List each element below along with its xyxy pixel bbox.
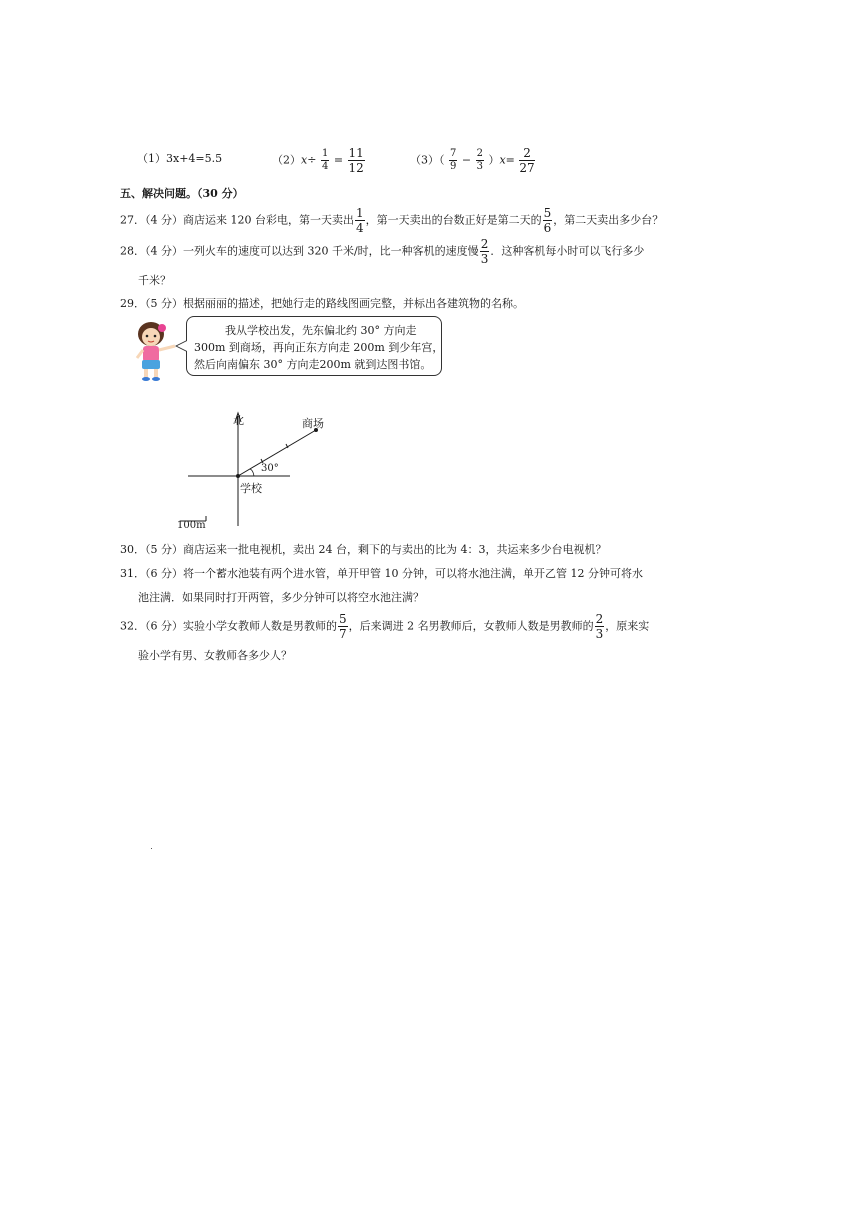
equation-2-fraction-1: $\frac{1}{4}$ — [321, 148, 329, 172]
equation-3-prefix: （3） — [410, 153, 439, 167]
question-27: 27．（4 分）商店运来 120 台彩电，第一天卖出 $\frac{1}{4}$ ，第一天卖出的台数正好是第二天的 $\frac{5}{6}$ ，第二天卖出多少台？ — [120, 206, 664, 235]
speech-bubble-line-1: 我从学校出发，先东偏北约 30° 方向走 — [225, 324, 417, 337]
stray-dot — [151, 848, 152, 849]
question-32-line2: 验小学有男、女教师各多少人？ — [138, 649, 292, 662]
equation-3-fraction-2: $\frac{2}{3}$ — [476, 148, 483, 172]
q32-fraction-1: $\frac{5}{7}$ — [339, 612, 347, 641]
question-32: 32．（6 分）实验小学女教师人数是男教师的 $\frac{5}{7}$ ，后来调进 2 名男教师后，女教师人数是男教师的 $\frac{2}{3}$ ，原来实 — [120, 612, 650, 641]
angle-label: 30° — [261, 463, 279, 474]
q28-fraction: $\frac{2}{3}$ — [480, 237, 489, 266]
speech-bubble-tail-inner — [177, 341, 187, 351]
angle-arc — [250, 469, 254, 476]
equation-2-eq: = — [333, 153, 344, 167]
school-point — [236, 474, 240, 478]
girl-illustration — [131, 320, 181, 382]
mall-label: 商场 — [302, 417, 324, 430]
speech-bubble-line-3: 然后向南偏东 30° 方向走200m 就到达图书馆。 — [194, 358, 432, 371]
school-label: 学校 — [240, 482, 262, 495]
north-label: 北 — [233, 414, 244, 427]
equation-3-fraction-3: $\frac{2}{27}$ — [519, 146, 535, 175]
question-28-line2: 千米？ — [138, 274, 171, 287]
question-29: 29．（5 分）根据丽丽的描述，把她行走的路线图画完整，并标出各建筑物的名称。 — [120, 297, 524, 310]
equation-2-var: x — [301, 153, 308, 167]
question-31-line1: 31．（6 分）将一个蓄水池装有两个进水管，单开甲管 10 分钟，可以将水池注满，单开乙管 12 分钟可将水 — [120, 567, 643, 580]
equation-2 — [272, 147, 366, 174]
q27-fraction-1: $\frac{1}{4}$ — [355, 206, 364, 235]
speech-bubble-line-2: 300m 到商场，再向正东方向走 200m 到少年宫， — [194, 341, 444, 354]
equation-1-expr: 3x+4=5.5 — [166, 152, 223, 165]
q32-fraction-2: $\frac{2}{3}$ — [595, 612, 604, 641]
equation-1-prefix: （1） — [137, 152, 166, 165]
equation-2-op: ÷ — [307, 153, 317, 167]
equation-3-fraction-1: $\frac{7}{9}$ — [450, 148, 457, 172]
question-31-line2: 池注满．如果同时打开两管，多少分钟可以将空水池注满？ — [138, 591, 424, 604]
equation-2-prefix: （2） — [272, 153, 301, 167]
equation-1 — [137, 150, 222, 166]
scale-label: 100m — [177, 520, 206, 531]
q27-fraction-2: $\frac{5}{6}$ — [543, 206, 552, 235]
equation-2-fraction-2: $\frac{11}{12}$ — [348, 146, 364, 175]
question-28: 28．（4 分）一列火车的速度可以达到 320 千米/时，比一种客机的速度慢 $\frac{2}{3}$ ．这种客机每小时可以飞行多少 — [120, 237, 645, 266]
equation-3: （3）（ $\frac{7}{9}$ − $\frac{2}{3}$ ）x= $\frac{2}{27}$ — [410, 146, 535, 175]
section-title: 五、解决问题。（30 分） — [120, 187, 244, 200]
question-30: 30．（5 分）商店运来一批电视机，卖出 24 台，剩下的与卖出的比为 4：3，共运来多少台电视机？ — [120, 543, 607, 556]
